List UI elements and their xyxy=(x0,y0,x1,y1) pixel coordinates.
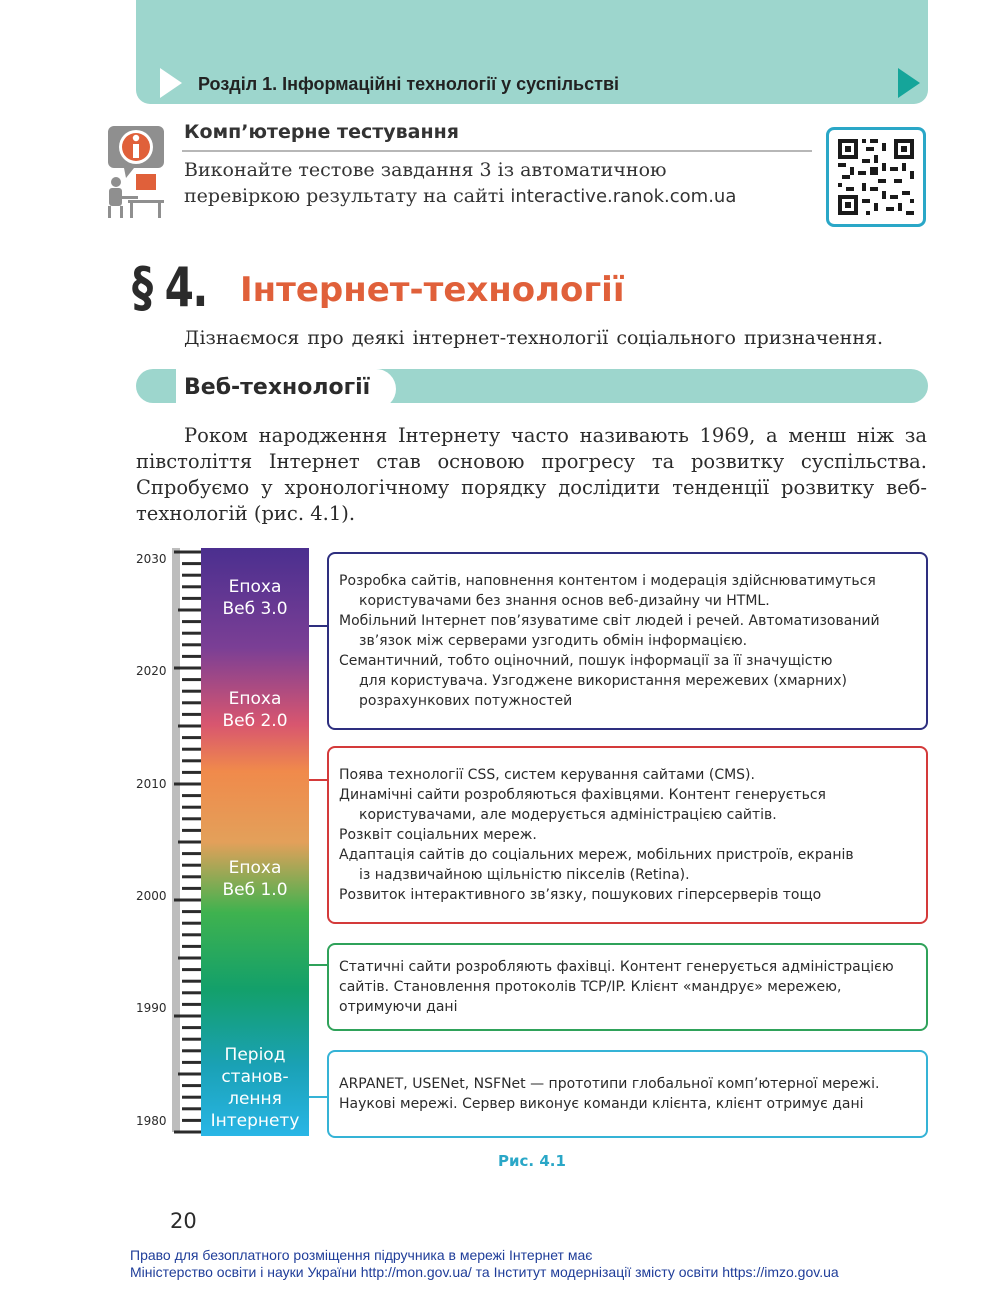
era-label xyxy=(201,576,309,620)
description-line: Розквіт соціальних мереж. xyxy=(339,827,537,843)
description-line: Мобільний Інтернет пов’язуватиме світ людей і речей. Автоматизований xyxy=(339,613,880,629)
timeline-tick xyxy=(174,899,201,902)
testing-instructions xyxy=(184,157,824,210)
timeline-tick xyxy=(182,1107,201,1110)
year-tick-label: 2010 xyxy=(136,777,167,791)
era-label-line: Веб 2.0 xyxy=(222,711,288,731)
era-label-line: Епоха xyxy=(228,858,282,878)
year-tick-label: 1980 xyxy=(136,1114,167,1128)
year-tick-label: 1990 xyxy=(136,1001,167,1015)
timeline-tick xyxy=(178,609,201,612)
description-line: Динамічні сайти розробляються фахівцями. Контент генерується xyxy=(339,787,826,803)
timeline-tick xyxy=(182,632,201,635)
subsection-band-cap xyxy=(136,369,176,403)
year-tick-label: 2000 xyxy=(136,889,167,903)
description-line: із надзвичайною щільністю пікселів (Retina). xyxy=(359,867,690,883)
timeline-tick xyxy=(182,585,201,588)
timeline-tick xyxy=(182,817,201,820)
timeline-tick xyxy=(182,771,201,774)
description-line: Адаптація сайтів до соціальних мереж, мобільних пристроїв, екранів xyxy=(339,847,854,863)
timeline-tick xyxy=(182,1026,201,1029)
description-line: користувачами, але модерується адміністрацією сайтів. xyxy=(359,807,777,823)
description-line: отримуючи дані xyxy=(339,999,458,1015)
era-label-line: Епоха xyxy=(228,577,282,597)
timeline-tick xyxy=(182,701,201,704)
timeline-tick xyxy=(182,597,201,600)
era-label xyxy=(201,688,309,732)
era-description-box xyxy=(327,943,928,1031)
timeline-tick xyxy=(182,829,201,832)
era-label-line: Період xyxy=(224,1045,286,1065)
description-line: ARPANET, USENet, NSFNet — прототипи глобальної комп’ютерної мережі. xyxy=(339,1076,880,1092)
description-line: Семантичний, тобто оціночний, пошук інформації за її значущістю xyxy=(339,653,833,669)
copyright-notice xyxy=(130,1247,839,1281)
description-line: для користувача. Узгоджене використання мережевих (хмарних) xyxy=(359,673,847,689)
era-label-line: Веб 3.0 xyxy=(222,599,288,619)
era-label-line: Інтернету xyxy=(210,1111,300,1131)
timeline-tick xyxy=(178,957,201,960)
timeline-tick xyxy=(182,980,201,983)
timeline-tick xyxy=(182,864,201,867)
year-tick-label: 2030 xyxy=(136,552,167,566)
timeline-tick xyxy=(182,794,201,797)
timeline-tick xyxy=(182,574,201,577)
era-label-line: Веб 1.0 xyxy=(222,880,288,900)
testing-line-2: перевіркою результату на сайті interactive.ranok.com.ua xyxy=(184,185,737,207)
timeline-tick xyxy=(182,713,201,716)
timeline-tick xyxy=(182,806,201,809)
timeline-tick xyxy=(182,736,201,739)
info-computer-user-icon xyxy=(100,124,170,220)
era-label xyxy=(201,1044,309,1132)
testing-line-1: Виконайте тестове завдання 3 із автоматичною xyxy=(184,159,667,181)
timeline-tick xyxy=(182,1061,201,1064)
description-line: Розробка сайтів, наповнення контентом і модерація здійснюватимуться xyxy=(339,573,876,589)
era-description-box xyxy=(327,1050,928,1138)
timeline-tick xyxy=(182,643,201,646)
timeline-tick xyxy=(182,655,201,658)
body-paragraph: Роком народження Інтернету часто називають 1969, а менш ніж за півстоліття Інтернет став основою прогресу та розвитку суспільства. Спробуємо у хронологічному порядку дослідити тенденції розвитку веб-технологій (рис. 4.1). xyxy=(136,424,927,525)
timeline-tick xyxy=(174,1015,201,1018)
era-description-box xyxy=(327,746,928,924)
description-line: сайтів. Становлення протоколів TCP/IP. Клієнт «мандрує» мережею, xyxy=(339,979,842,995)
timeline-tick xyxy=(174,783,201,786)
era-description-box xyxy=(327,552,928,730)
chapter-title: Розділ 1. Інформаційні технології у суспільстві xyxy=(198,74,620,94)
era-label-line: лення xyxy=(228,1089,282,1109)
copyright-line-2: Міністерство освіти і науки України http://mon.gov.ua/ та Інститут модернізації змісту освіти https://imzo.gov.ua xyxy=(130,1264,839,1280)
timeline-tick xyxy=(174,551,201,554)
timeline-tick xyxy=(174,667,201,670)
timeline-tick xyxy=(182,562,201,565)
section-title: Інтернет-технології xyxy=(240,270,625,310)
timeline-tick xyxy=(182,1003,201,1006)
timeline-tick xyxy=(182,748,201,751)
page-number: 20 xyxy=(170,1209,197,1233)
subsection-title: Веб-технології xyxy=(184,375,371,400)
timeline-tick xyxy=(182,922,201,925)
arrow-right-icon xyxy=(898,68,920,98)
timeline-tick xyxy=(182,1038,201,1041)
timeline-tick xyxy=(182,759,201,762)
section-intro: Дізнаємося про деякі інтернет-технології соціального призначення. xyxy=(184,327,884,349)
timeline-tick xyxy=(174,1131,201,1134)
testing-site-link[interactable]: interactive.ranok.com.ua xyxy=(510,186,737,207)
timeline-tick xyxy=(182,620,201,623)
timeline-tick xyxy=(182,1096,201,1099)
timeline-tick xyxy=(182,887,201,890)
timeline-tick xyxy=(182,875,201,878)
figure-caption: Рис. 4.1 xyxy=(498,1152,566,1170)
description-line: користувачами без знання основ веб-дизайну чи HTML. xyxy=(359,593,770,609)
description-line: Розвиток інтерактивного зв’язку, пошукових гіперсерверів тощо xyxy=(339,887,822,903)
timeline-tick xyxy=(182,1049,201,1052)
timeline-tick xyxy=(182,991,201,994)
timeline-tick xyxy=(178,841,201,844)
description-line: Наукові мережі. Сервер виконує команди клієнта, клієнт отримує дані xyxy=(339,1096,864,1112)
section-number: § 4. xyxy=(132,256,207,319)
timeline-tick xyxy=(182,1084,201,1087)
era-label-line: станов- xyxy=(221,1067,289,1087)
timeline-tick xyxy=(182,968,201,971)
timeline-connectors xyxy=(309,626,328,1097)
timeline-tick xyxy=(178,1073,201,1076)
description-line: зв’язок між серверами узгодить обмін інформацією. xyxy=(359,633,748,649)
testing-title: Комп’ютерне тестування xyxy=(184,121,459,143)
timeline-tick xyxy=(182,1119,201,1122)
timeline-tick xyxy=(182,690,201,693)
description-line: Поява технології CSS, систем керування сайтами (CMS). xyxy=(339,767,755,783)
era-label xyxy=(201,857,309,901)
timeline-tick xyxy=(182,933,201,936)
timeline-tick xyxy=(182,910,201,913)
timeline-tick xyxy=(182,945,201,948)
copyright-line-1: Право для безоплатного розміщення підручника в мережі Інтернет має xyxy=(130,1247,593,1263)
divider xyxy=(182,150,812,152)
timeline-tick xyxy=(182,678,201,681)
timeline-tick xyxy=(182,852,201,855)
description-line: Статичні сайти розробляють фахівці. Контент генерується адміністрацією xyxy=(339,959,894,975)
year-tick-label: 2020 xyxy=(136,664,167,678)
timeline-tick xyxy=(178,725,201,728)
qr-code[interactable] xyxy=(826,127,926,227)
description-line: розрахункових потужностей xyxy=(359,693,573,709)
arrow-right-icon xyxy=(160,68,182,98)
era-label-line: Епоха xyxy=(228,689,282,709)
